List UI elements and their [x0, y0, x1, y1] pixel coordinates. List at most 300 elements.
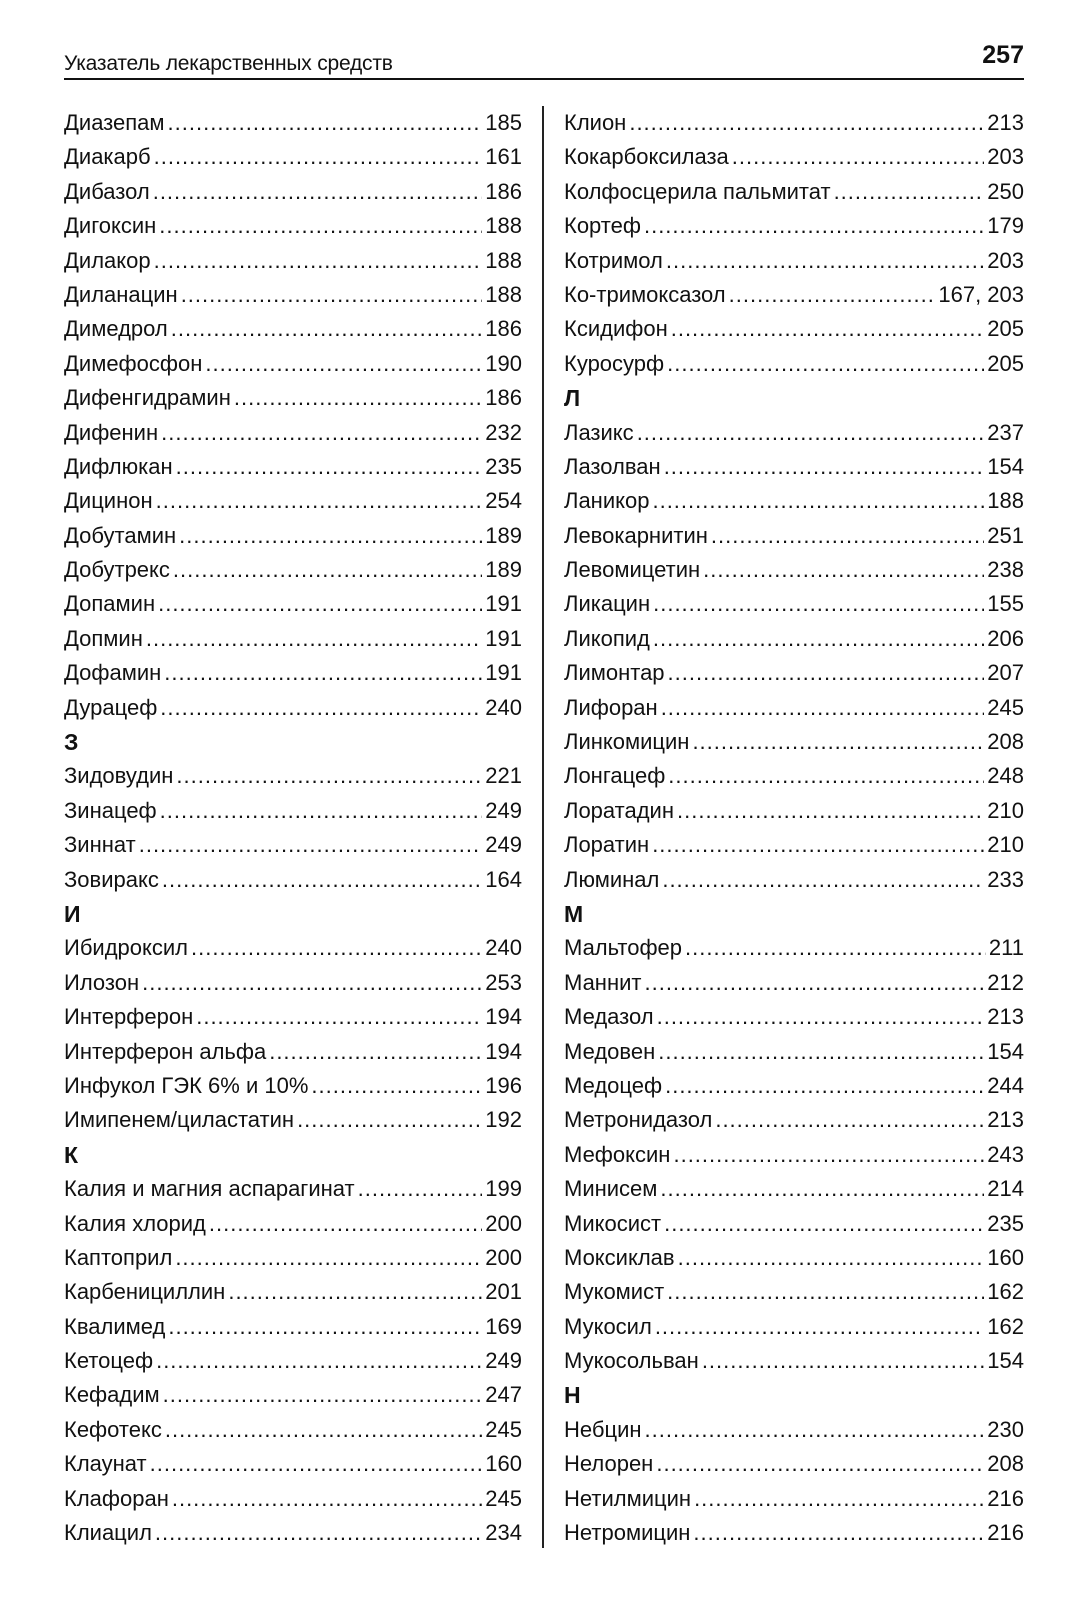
index-entry — [564, 1275, 1024, 1309]
index-entry — [64, 966, 522, 1000]
index-entry — [64, 1172, 522, 1206]
page-reference: 245 — [485, 1416, 522, 1442]
page-reference: 167, 203 — [938, 281, 1024, 307]
dot-leader — [234, 381, 482, 415]
index-entry — [64, 931, 522, 965]
drug-name: Допамин — [64, 591, 156, 617]
page-reference: 249 — [485, 832, 522, 858]
index-entry — [564, 1482, 1024, 1516]
dot-leader — [665, 1069, 984, 1103]
index-entry — [564, 1069, 1024, 1103]
drug-name: Микосист — [564, 1210, 662, 1236]
dot-leader — [297, 1103, 482, 1137]
drug-name: Люминал — [564, 866, 660, 892]
dot-leader — [171, 312, 483, 346]
index-entry — [564, 1000, 1024, 1034]
page-reference: 200 — [485, 1210, 522, 1236]
dot-leader — [154, 244, 483, 278]
dot-leader — [671, 312, 985, 346]
dot-leader — [702, 1344, 984, 1378]
page-reference: 200 — [485, 1244, 522, 1270]
page-reference: 189 — [485, 522, 522, 548]
index-entry — [564, 1516, 1024, 1550]
drug-name: Кетоцеф — [64, 1348, 154, 1374]
dot-leader — [358, 1172, 483, 1206]
drug-name: Интерферон альфа — [64, 1038, 267, 1064]
page-reference: 186 — [485, 316, 522, 342]
dot-leader — [153, 175, 483, 209]
page-reference: 249 — [485, 1348, 522, 1374]
dot-leader — [653, 587, 984, 621]
dot-leader — [711, 519, 984, 553]
drug-name: Дибазол — [64, 178, 150, 204]
dot-leader — [703, 553, 984, 587]
page-header — [64, 36, 1024, 80]
drug-name: Клион — [564, 110, 627, 135]
dot-leader — [158, 587, 482, 621]
page-reference: 191 — [485, 625, 522, 651]
dot-leader — [666, 244, 984, 278]
dot-leader — [269, 1035, 482, 1069]
index-entry — [564, 519, 1024, 553]
dot-leader — [191, 931, 482, 965]
dot-leader — [175, 1241, 482, 1275]
drug-name: Нетилмицин — [564, 1485, 692, 1511]
dot-leader — [678, 1241, 985, 1275]
page-reference: 232 — [485, 419, 522, 445]
page-reference: 238 — [987, 557, 1024, 583]
dot-leader — [146, 622, 482, 656]
drug-name: Калия и магния аспарагинат — [64, 1176, 355, 1202]
index-entry — [64, 416, 522, 450]
running-title: Указатель лекарственных средств — [64, 52, 393, 75]
drug-name: Диазепам — [64, 110, 165, 135]
index-entry — [64, 1516, 522, 1550]
drug-name: Кокарбоксилаза — [564, 144, 729, 170]
index-entry — [64, 691, 522, 725]
index-entry — [64, 244, 522, 278]
drug-name: Куросурф — [564, 350, 665, 376]
dot-leader — [176, 759, 482, 793]
drug-name: Маннит — [564, 969, 642, 995]
dot-leader — [176, 450, 483, 484]
drug-name: Мукомист — [564, 1279, 665, 1305]
dot-leader — [168, 106, 483, 140]
page-reference: 203 — [987, 144, 1024, 170]
index-entry — [64, 553, 522, 587]
index-entry — [64, 175, 522, 209]
page-reference: 191 — [485, 591, 522, 617]
drug-name: Интерферон — [64, 1004, 194, 1030]
index-entry — [64, 1344, 522, 1378]
page-reference: 186 — [485, 178, 522, 204]
index-entry — [564, 828, 1024, 862]
dot-leader — [652, 828, 984, 862]
dot-leader — [653, 622, 984, 656]
drug-name: Левомицетин — [564, 557, 701, 583]
drug-name: Ликацин — [564, 591, 651, 617]
index-entry — [564, 450, 1024, 484]
dot-leader — [660, 1172, 984, 1206]
drug-name: Зинацеф — [64, 797, 157, 823]
drug-name: Медазол — [564, 1004, 654, 1030]
drug-name: Зиннат — [64, 832, 136, 858]
index-entry — [64, 140, 522, 174]
page-reference: 216 — [987, 1485, 1024, 1511]
drug-name: Дифенин — [64, 419, 159, 445]
drug-name: Ко-тримоксазол — [564, 281, 726, 307]
index-entry — [64, 656, 522, 690]
drug-name: Димедрол — [64, 316, 168, 342]
index-entry — [64, 1413, 522, 1447]
page-reference: 253 — [485, 969, 522, 995]
index-entry — [564, 209, 1024, 243]
page-reference: 212 — [987, 969, 1024, 995]
drug-name: Диланацин — [64, 281, 178, 307]
index-entry — [64, 1447, 522, 1481]
index-entry — [64, 381, 522, 415]
dot-leader — [645, 1413, 985, 1447]
dot-leader — [173, 553, 482, 587]
dot-leader — [657, 1000, 985, 1034]
dot-leader — [658, 1035, 984, 1069]
page-reference: 192 — [485, 1107, 522, 1133]
section-letter: Л — [564, 385, 581, 412]
drug-name: Калия хлорид — [64, 1210, 206, 1236]
dot-leader — [652, 484, 984, 518]
dot-leader — [155, 1516, 482, 1550]
section-letter: И — [64, 900, 81, 927]
drug-name: Дилакор — [64, 247, 151, 273]
dot-leader — [644, 209, 984, 243]
page-reference: 186 — [485, 385, 522, 411]
drug-name: Нелорен — [564, 1451, 654, 1477]
drug-name: Клаунат — [64, 1451, 147, 1477]
page-number: 257 — [982, 41, 1024, 69]
index-entry — [64, 1035, 522, 1069]
drug-name: Квалимед — [64, 1313, 166, 1339]
drug-name: Имипенем/циластатин — [64, 1107, 295, 1133]
drug-name: Медовен — [564, 1038, 656, 1064]
drug-name: Небцин — [564, 1416, 642, 1442]
page-reference: 160 — [485, 1451, 522, 1477]
dot-leader — [637, 416, 985, 450]
dot-leader — [629, 106, 984, 140]
drug-name: Медоцеф — [564, 1072, 663, 1098]
page-reference: 162 — [987, 1279, 1024, 1305]
dot-leader — [667, 347, 984, 381]
drug-name: Левокарнитин — [564, 522, 708, 548]
page-reference: 247 — [485, 1382, 522, 1408]
page-reference: 205 — [987, 350, 1024, 376]
index-entry — [564, 656, 1024, 690]
drug-name: Лимонтар — [564, 660, 665, 686]
index-entry — [564, 484, 1024, 518]
dot-leader — [164, 656, 482, 690]
page-reference: 251 — [987, 522, 1024, 548]
page-reference: 245 — [987, 694, 1024, 720]
dot-leader — [156, 484, 483, 518]
dot-leader — [142, 966, 482, 1000]
dot-leader — [715, 1103, 984, 1137]
drug-name: Ликопид — [564, 625, 650, 651]
page-reference: 179 — [987, 213, 1024, 239]
page-reference: 196 — [485, 1072, 522, 1098]
index-entry — [64, 794, 522, 828]
page-reference: 194 — [485, 1004, 522, 1030]
dot-leader — [732, 140, 985, 174]
page-reference: 245 — [485, 1485, 522, 1511]
dot-leader — [139, 828, 483, 862]
drug-name: Добутрекс — [64, 557, 170, 583]
drug-name: Зидовудин — [64, 763, 174, 789]
page-reference: 162 — [987, 1313, 1024, 1339]
index-entry — [64, 519, 522, 553]
drug-name: Димефосфон — [64, 350, 203, 376]
page-reference: 213 — [987, 1004, 1024, 1030]
drug-name: Зовиракс — [64, 866, 159, 892]
drug-name: Клиацил — [64, 1520, 152, 1546]
index-entry — [564, 1207, 1024, 1241]
index-entry — [64, 1069, 522, 1103]
page-reference: 244 — [987, 1072, 1024, 1098]
drug-name: Лазикс — [564, 419, 634, 445]
drug-name: Мефоксин — [564, 1141, 671, 1167]
dot-leader — [172, 1482, 482, 1516]
page-reference: 210 — [987, 797, 1024, 823]
page-reference: 230 — [987, 1416, 1024, 1442]
dot-leader — [160, 794, 483, 828]
dot-leader — [228, 1275, 482, 1309]
index-entry — [564, 175, 1024, 209]
page-reference: 240 — [485, 935, 522, 961]
index-entry — [64, 209, 522, 243]
index-entry — [64, 1103, 522, 1137]
index-entry — [564, 759, 1024, 793]
page-reference: 243 — [987, 1141, 1024, 1167]
page-reference: 191 — [485, 660, 522, 686]
section-letter: Н — [564, 1382, 581, 1409]
page-reference: 188 — [485, 247, 522, 273]
dot-leader — [181, 278, 483, 312]
drug-name: Кортеф — [564, 213, 641, 239]
index-entry — [564, 416, 1024, 450]
page-reference: 214 — [987, 1176, 1024, 1202]
page-reference: 169 — [485, 1313, 522, 1339]
page-reference: 161 — [485, 144, 522, 170]
section-letter: З — [64, 729, 79, 756]
dot-leader — [161, 416, 482, 450]
drug-name: Лазолван — [564, 453, 661, 479]
page-reference: 208 — [987, 729, 1024, 755]
page-reference: 235 — [987, 1210, 1024, 1236]
index-entry — [64, 1482, 522, 1516]
dot-leader — [162, 863, 482, 897]
index-entry — [64, 863, 522, 897]
index-entry — [64, 1310, 522, 1344]
index-entry — [564, 106, 1024, 140]
page-reference: 248 — [987, 763, 1024, 789]
drug-name: Дофамин — [64, 660, 162, 686]
page-reference: 234 — [485, 1520, 522, 1546]
index-entry — [64, 1207, 522, 1241]
drug-name: Дурацеф — [64, 694, 158, 720]
section-letter: К — [64, 1141, 79, 1168]
page-reference: 213 — [987, 110, 1024, 135]
dot-leader — [693, 1516, 984, 1550]
index-entry — [564, 1310, 1024, 1344]
dot-leader — [664, 450, 985, 484]
drug-name: Дигоксин — [64, 213, 157, 239]
page-reference: 189 — [485, 557, 522, 583]
drug-name: Диакарб — [64, 144, 151, 170]
page-reference: 254 — [485, 488, 522, 514]
page-reference: 208 — [987, 1451, 1024, 1477]
index-entry — [564, 1413, 1024, 1447]
drug-name: Мальтофер — [564, 935, 683, 961]
drug-name: Лонгацеф — [564, 763, 666, 789]
index-entry — [564, 622, 1024, 656]
dot-leader — [834, 175, 985, 209]
page-reference: 154 — [987, 453, 1024, 479]
index-entry — [564, 691, 1024, 725]
page-reference: 154 — [987, 1038, 1024, 1064]
page-reference: 154 — [987, 1348, 1024, 1374]
drug-name: Допмин — [64, 625, 143, 651]
page-reference: 199 — [485, 1176, 522, 1202]
drug-name: Лоратадин — [564, 797, 674, 823]
dot-leader — [159, 209, 482, 243]
drug-name: Дифенгидрамин — [64, 385, 231, 411]
dot-leader — [154, 140, 483, 174]
dot-leader — [205, 347, 482, 381]
index-entry — [564, 278, 1024, 312]
drug-name: Дицинон — [64, 488, 153, 514]
page-reference: 210 — [987, 832, 1024, 858]
dot-leader — [311, 1069, 482, 1103]
page-reference: 201 — [485, 1279, 522, 1305]
index-entry — [564, 347, 1024, 381]
drug-name: Инфукол ГЭК 6% и 10% — [64, 1072, 309, 1098]
dot-leader — [179, 519, 482, 553]
index-entry — [64, 1000, 522, 1034]
drug-name: Линкомицин — [564, 729, 690, 755]
dot-leader — [209, 1207, 482, 1241]
index-entry — [564, 794, 1024, 828]
drug-name: Каптоприл — [64, 1244, 173, 1270]
page-reference: 237 — [987, 419, 1024, 445]
page-reference: 188 — [485, 213, 522, 239]
page-reference: 203 — [987, 247, 1024, 273]
page-reference: 155 — [987, 591, 1024, 617]
dot-leader — [677, 794, 984, 828]
dot-leader — [165, 1413, 482, 1447]
index-entry — [564, 931, 1024, 965]
section-letter: М — [564, 900, 584, 927]
drug-name: Илозон — [64, 969, 140, 995]
index-entry — [564, 863, 1024, 897]
drug-name: Мукосил — [564, 1313, 652, 1339]
index-entry — [64, 450, 522, 484]
page-reference: 249 — [485, 797, 522, 823]
index-entry — [564, 1447, 1024, 1481]
index-entry — [564, 725, 1024, 759]
drug-name: Колфосцерила пальмитат — [564, 178, 831, 204]
dot-leader — [196, 1000, 482, 1034]
index-entry — [564, 1241, 1024, 1275]
index-column-left — [64, 106, 522, 1550]
page-reference: 233 — [987, 866, 1024, 892]
drug-name: Добутамин — [64, 522, 177, 548]
index-entry — [564, 244, 1024, 278]
drug-name: Котримол — [564, 247, 663, 273]
index-entry — [64, 278, 522, 312]
index-column-right — [564, 106, 1024, 1550]
dot-leader — [655, 1310, 984, 1344]
index-entry — [564, 140, 1024, 174]
dot-leader — [661, 691, 985, 725]
page-reference: 188 — [485, 281, 522, 307]
index-entry — [564, 1103, 1024, 1137]
page-reference: 250 — [987, 178, 1024, 204]
dot-leader — [664, 1207, 984, 1241]
dot-leader — [656, 1447, 984, 1481]
drug-name: Нетромицин — [564, 1520, 691, 1546]
index-entry — [64, 759, 522, 793]
drug-name: Лоратин — [564, 832, 650, 858]
index-entry — [64, 1378, 522, 1412]
dot-leader — [667, 1275, 984, 1309]
page-reference: 205 — [987, 316, 1024, 342]
dot-leader — [156, 1344, 482, 1378]
index-entry — [564, 312, 1024, 346]
index-entry — [64, 828, 522, 862]
dot-leader — [150, 1447, 483, 1481]
index-entry — [64, 1275, 522, 1309]
drug-name: Лифоран — [564, 694, 658, 720]
column-divider — [542, 106, 544, 1548]
page-reference: 240 — [485, 694, 522, 720]
drug-name: Ланикор — [564, 488, 650, 514]
dot-leader — [685, 931, 986, 965]
page-reference: 221 — [485, 763, 522, 789]
index-entry — [64, 106, 522, 140]
drug-name: Мукосольван — [564, 1348, 699, 1374]
dot-leader — [163, 1378, 483, 1412]
dot-leader — [168, 1310, 482, 1344]
index-entry — [564, 1138, 1024, 1172]
page-reference: 185 — [485, 110, 522, 135]
index-entry — [64, 312, 522, 346]
page-reference: 235 — [485, 453, 522, 479]
drug-name: Минисем — [564, 1176, 658, 1202]
page-reference: 160 — [987, 1244, 1024, 1270]
page-reference: 164 — [485, 866, 522, 892]
index-entry — [564, 1344, 1024, 1378]
drug-name: Дифлюкан — [64, 453, 173, 479]
index-entry — [64, 622, 522, 656]
index-entry — [564, 1035, 1024, 1069]
dot-leader — [673, 1138, 984, 1172]
index-entry — [564, 553, 1024, 587]
page-reference: 194 — [485, 1038, 522, 1064]
drug-name: Клафоран — [64, 1485, 169, 1511]
page-reference: 207 — [987, 660, 1024, 686]
index-entry — [64, 1241, 522, 1275]
index-entry — [64, 587, 522, 621]
dot-leader — [694, 1482, 984, 1516]
dot-leader — [160, 691, 482, 725]
